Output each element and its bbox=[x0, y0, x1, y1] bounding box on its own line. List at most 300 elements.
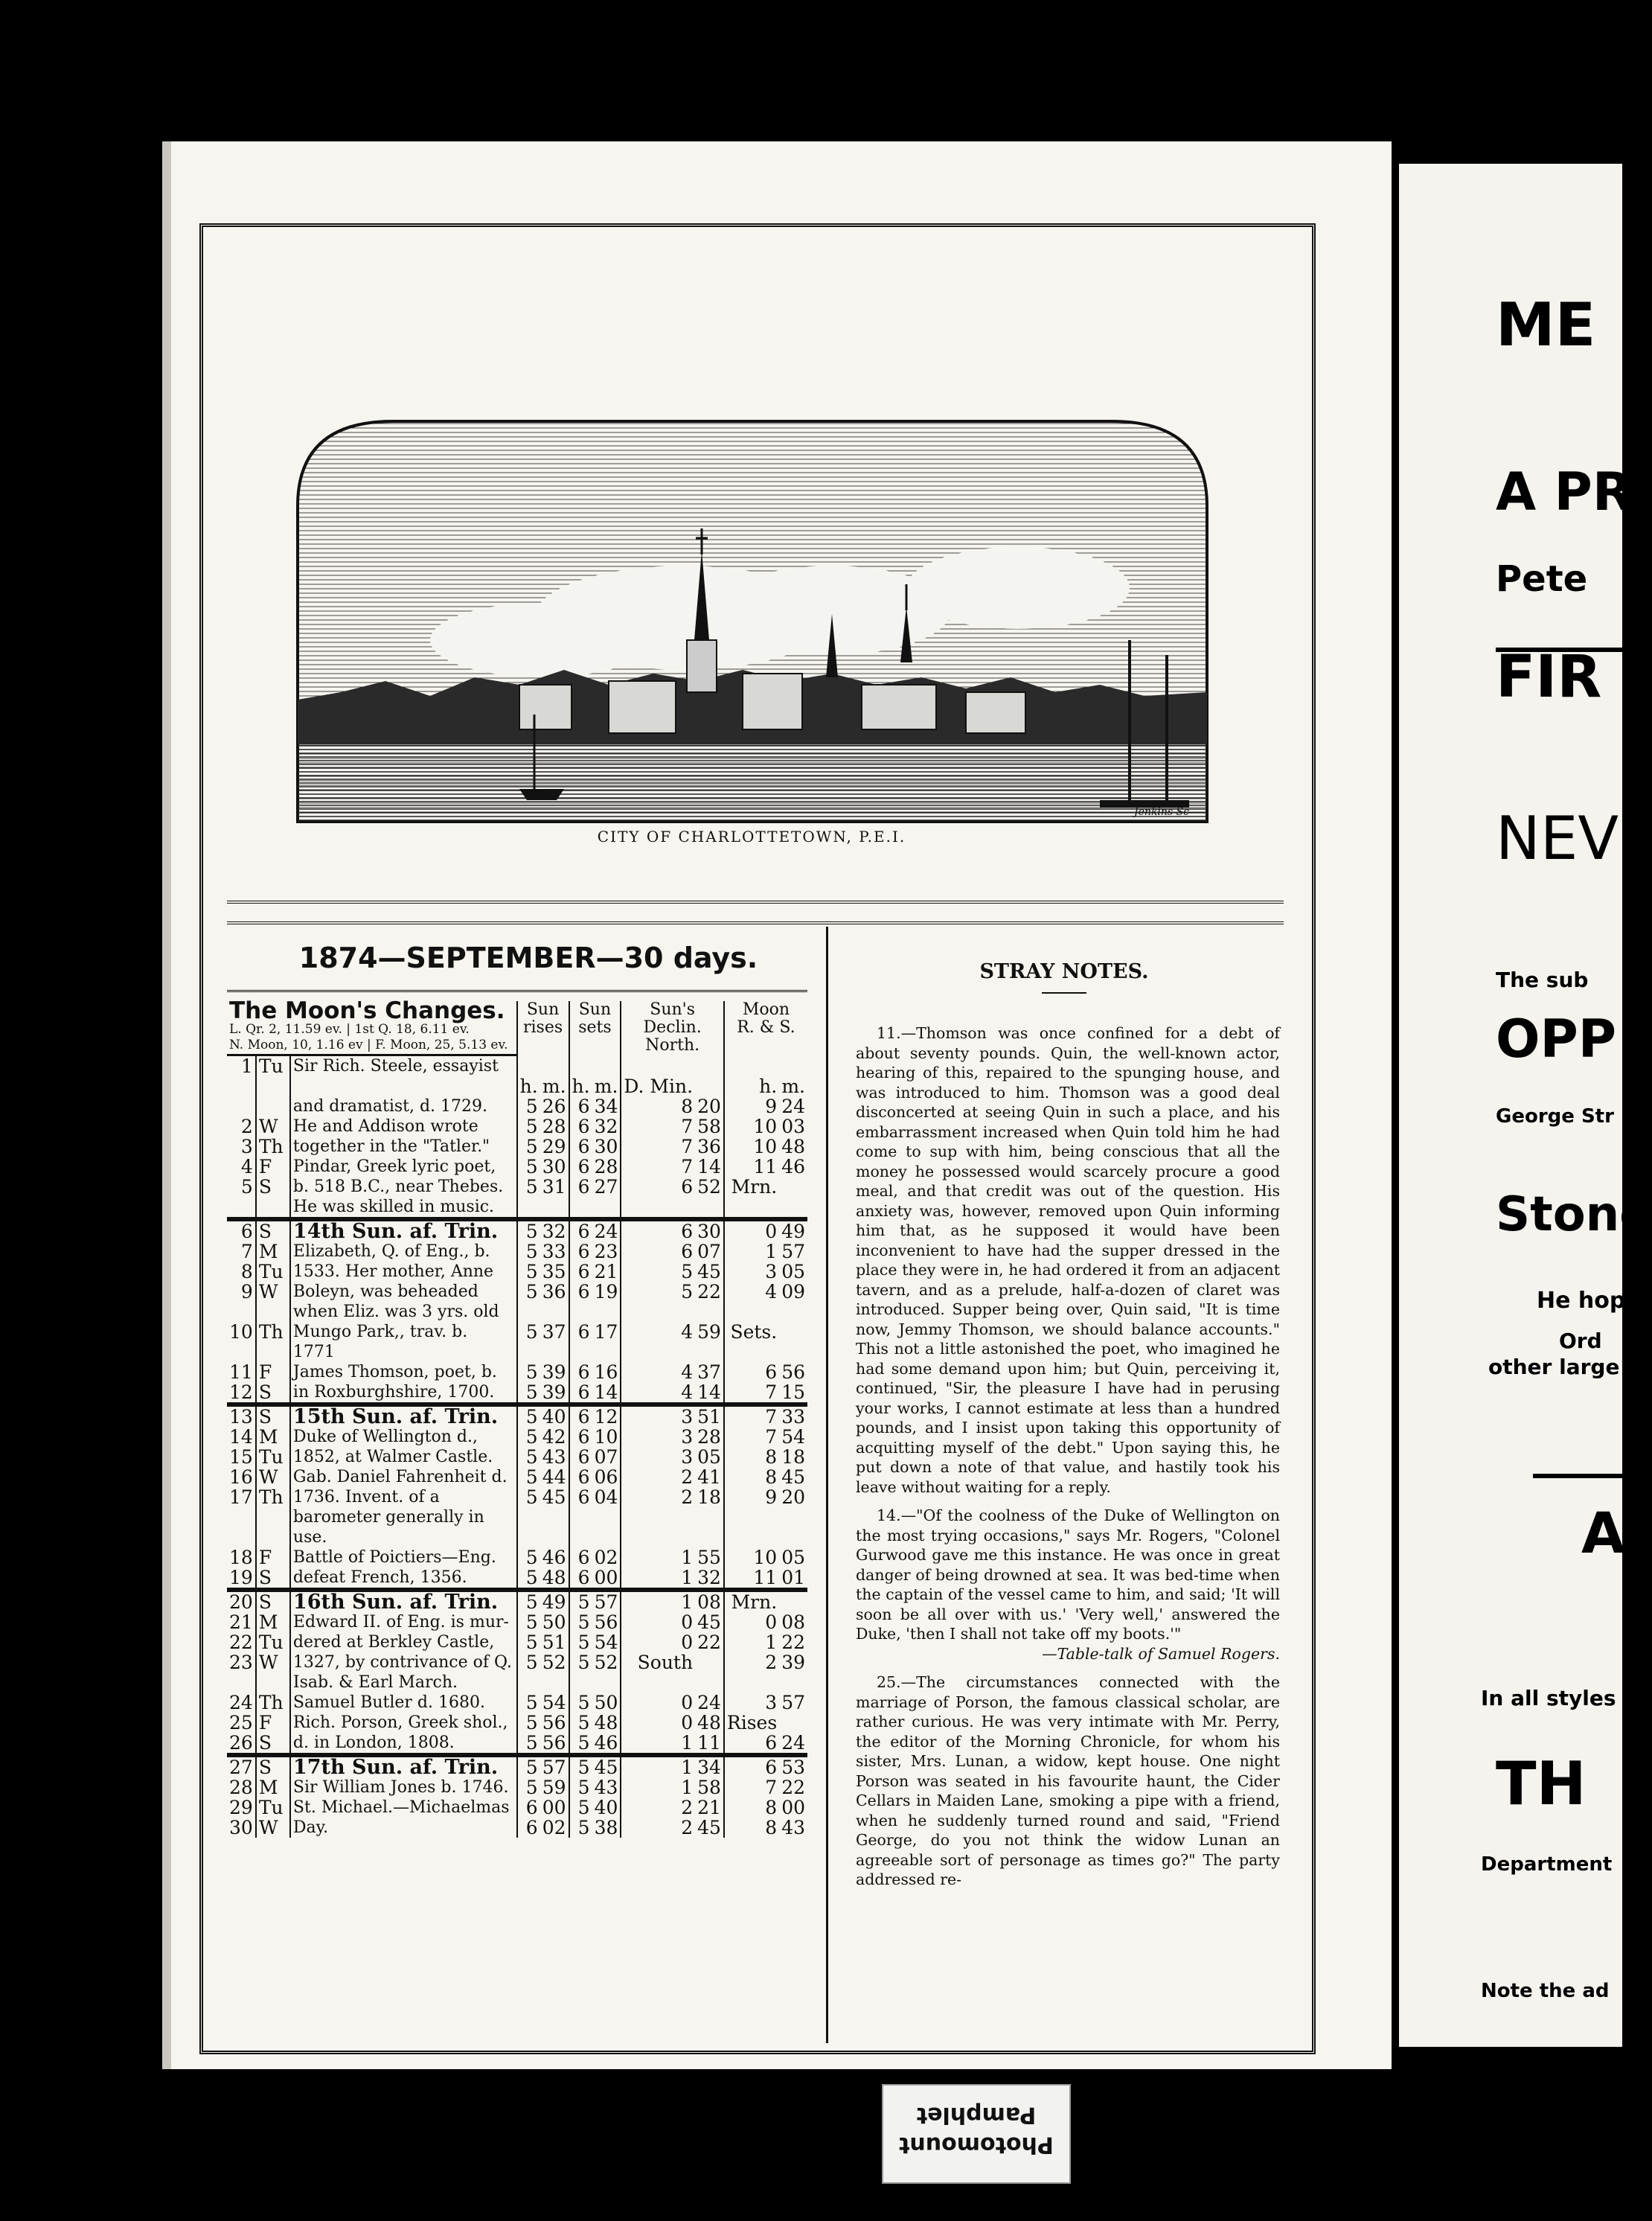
event-note: Edward II. of Eng. is mur- bbox=[290, 1612, 517, 1632]
sunrise-hour: 5 bbox=[517, 1733, 540, 1755]
sunset-minute: 50 bbox=[594, 1691, 618, 1713]
sunrise-hour: 5 bbox=[517, 1693, 540, 1713]
sunset-hour: 5 bbox=[569, 1797, 592, 1818]
declination-degrees: 2 bbox=[621, 1487, 695, 1547]
weekday: F bbox=[256, 1157, 290, 1177]
moon-hour: 10 bbox=[724, 1116, 779, 1137]
day-number bbox=[227, 1076, 256, 1096]
sunrise-minute: 52 bbox=[542, 1651, 566, 1673]
event-note: Boleyn, was beheaded when Eliz. was 3 yrs. old bbox=[290, 1282, 517, 1322]
sunrise-hour: 5 bbox=[517, 1382, 540, 1404]
sunrise-minute: 49 bbox=[540, 1590, 569, 1612]
col-header-sunrise: Sun rises bbox=[517, 1001, 569, 1055]
short-rule bbox=[1042, 992, 1086, 994]
day-row bbox=[227, 1487, 807, 1547]
declination-minutes: 20 bbox=[697, 1095, 721, 1117]
day-number: 30 bbox=[229, 1816, 253, 1838]
sunrise-hour: 5 bbox=[517, 1096, 540, 1116]
sunset-minute: 32 bbox=[594, 1115, 618, 1137]
declination-degrees: 1 bbox=[621, 1777, 695, 1797]
moon-hour: Mrn. bbox=[724, 1177, 779, 1219]
col-header-moon: Moon R. & S. bbox=[724, 1001, 807, 1055]
sunrise-minute: 33 bbox=[542, 1240, 566, 1262]
moon-minute: 01 bbox=[781, 1566, 805, 1588]
sunset-hour: 6 bbox=[569, 1487, 592, 1547]
day-number: 3 bbox=[240, 1135, 253, 1157]
moon-hour: 7 bbox=[724, 1427, 779, 1447]
facing-rule bbox=[1496, 648, 1622, 652]
day-row bbox=[227, 1137, 807, 1157]
moon-hour bbox=[724, 1055, 779, 1076]
moon-minute: 48 bbox=[781, 1135, 805, 1157]
moon-hour: 10 bbox=[724, 1137, 779, 1157]
moon-minute: 24 bbox=[781, 1731, 805, 1754]
declination-degrees: 6 bbox=[621, 1219, 695, 1241]
day-number: 26 bbox=[229, 1731, 253, 1754]
cloud bbox=[430, 603, 653, 677]
sunset-hour: 6 bbox=[569, 1362, 592, 1382]
day-row bbox=[227, 1777, 807, 1797]
event-note: 1533. Her mother, Anne bbox=[290, 1262, 517, 1282]
day-number: 25 bbox=[229, 1711, 253, 1733]
sunset-hour: 6 bbox=[569, 1116, 592, 1137]
sunrise-minute: 02 bbox=[542, 1816, 566, 1838]
sunrise-minute: 42 bbox=[542, 1425, 566, 1448]
sunset-hour: 6 bbox=[569, 1427, 592, 1447]
weekday: F bbox=[256, 1362, 290, 1382]
declination-minutes: 51 bbox=[695, 1404, 724, 1427]
sunrise-minute: 28 bbox=[542, 1115, 566, 1137]
weekday: Th bbox=[256, 1487, 290, 1547]
event-note: Rich. Porson, Greek shol., bbox=[290, 1713, 517, 1733]
weekday bbox=[256, 1096, 290, 1116]
day-number: 21 bbox=[229, 1611, 253, 1633]
sunset-minute: 56 bbox=[594, 1611, 618, 1633]
facing-line: Note the ad bbox=[1481, 1980, 1610, 2002]
facing-line: George Str bbox=[1496, 1105, 1614, 1128]
sunrise-minute: 44 bbox=[542, 1466, 566, 1488]
church-tower bbox=[687, 640, 717, 692]
declination-minutes: 55 bbox=[697, 1546, 721, 1568]
moon-hour: 4 bbox=[724, 1282, 779, 1322]
day-number: 19 bbox=[229, 1566, 253, 1588]
section-rule bbox=[227, 901, 1284, 904]
facing-line: FIR bbox=[1496, 644, 1602, 711]
moon-minute: 33 bbox=[779, 1404, 807, 1427]
sunset-hour: 6 bbox=[569, 1241, 592, 1262]
day-number: 1 bbox=[240, 1055, 253, 1077]
charlottetown-engraving bbox=[296, 417, 1208, 823]
weekday: M bbox=[256, 1777, 290, 1797]
day-number: 10 bbox=[229, 1320, 253, 1343]
harbour-water bbox=[298, 744, 1207, 822]
moon-minute bbox=[779, 1055, 807, 1076]
day-row bbox=[227, 1467, 807, 1487]
sunrise-hour bbox=[517, 1055, 540, 1076]
event-note: 1852, at Walmer Castle. bbox=[290, 1447, 517, 1467]
moon-minute: 00 bbox=[781, 1796, 805, 1818]
moon-hour: 9 bbox=[724, 1096, 779, 1116]
declination-degrees: 2 bbox=[621, 1818, 695, 1838]
moon-hour: 7 bbox=[724, 1777, 779, 1797]
moon-hour: 6 bbox=[724, 1733, 779, 1755]
sunset-hour: 6 bbox=[569, 1177, 592, 1219]
month-title: 1874—SEPTEMBER—30 days. bbox=[298, 942, 758, 974]
weekday: M bbox=[256, 1612, 290, 1632]
declination-minutes: 11 bbox=[697, 1731, 721, 1754]
sunset-hour: 5 bbox=[569, 1818, 592, 1838]
declination-degrees: 0 bbox=[621, 1612, 695, 1632]
declination-minutes: 21 bbox=[697, 1796, 721, 1818]
event-note: Sir Rich. Steele, essayist bbox=[290, 1055, 517, 1076]
weekday: S bbox=[256, 1382, 290, 1404]
day-row bbox=[227, 1713, 807, 1733]
weekday: S bbox=[256, 1733, 290, 1755]
moon-hour: Rises bbox=[724, 1713, 779, 1733]
sunrise-minute: 56 bbox=[542, 1711, 566, 1733]
declination-degrees: 4 bbox=[621, 1322, 695, 1362]
declination-minutes: 08 bbox=[695, 1590, 724, 1612]
sunday-row bbox=[227, 1755, 807, 1777]
archive-tab bbox=[882, 2084, 1071, 2184]
moon-phases-line: L. Qr. 2, 11.59 ev. | 1st Q. 18, 6.11 ev. bbox=[229, 1022, 470, 1038]
day-number: 18 bbox=[229, 1546, 253, 1568]
sunrise-hour: 5 bbox=[517, 1404, 540, 1427]
sunrise-hour: 5 bbox=[517, 1467, 540, 1487]
declination-degrees: 8 bbox=[621, 1096, 695, 1116]
sunrise-hour: 5 bbox=[517, 1777, 540, 1797]
declination-minutes: 30 bbox=[695, 1219, 724, 1241]
day-row bbox=[227, 1447, 807, 1467]
note-paragraph: 25.—The circumstances connected with the marriage of Porson, the famous classical scholar, are rather curious. He was very intimate with Mr. Perry, the editor of the Morning Chronicle, for whom his sister, Mrs. Lunan, a widow, kept house. One night Porson was seated in his favourite haunt, the Cider Cellars in Maiden Lane, smoking a pipe with a friend, when he suddenly turned round and said, "Friend George, do you not think the widow Lunan an agreeable sort of personage as times go?" The party addressed re- bbox=[856, 1673, 1280, 1888]
sunrise-minute: 30 bbox=[542, 1155, 566, 1177]
day-number: 15 bbox=[229, 1445, 253, 1468]
sunset-minute bbox=[592, 1055, 621, 1076]
sunset-hour: 6 bbox=[569, 1137, 592, 1157]
declination-minutes: 32 bbox=[697, 1566, 721, 1588]
moon-minute: 05 bbox=[781, 1260, 805, 1282]
sunset-minute: 34 bbox=[594, 1095, 618, 1117]
declination-degrees: 4 bbox=[621, 1362, 695, 1382]
weekday: Th bbox=[256, 1137, 290, 1157]
sunrise-minute: 39 bbox=[542, 1381, 566, 1403]
moon-minute bbox=[779, 1713, 807, 1733]
declination-degrees: 1 bbox=[621, 1590, 695, 1612]
sunset-minute: 40 bbox=[594, 1796, 618, 1818]
stray-notes bbox=[856, 1023, 1280, 1899]
declination-minutes: 45 bbox=[697, 1816, 721, 1838]
moon-hour: 9 bbox=[724, 1487, 779, 1547]
sunrise-minute: 26 bbox=[542, 1095, 566, 1117]
declination-minutes bbox=[695, 1055, 724, 1076]
declination-minutes: 07 bbox=[697, 1240, 721, 1262]
day-row bbox=[227, 1382, 807, 1404]
weekday: Tu bbox=[256, 1797, 290, 1818]
weekday: S bbox=[256, 1568, 290, 1590]
sunrise-hour: 5 bbox=[517, 1487, 540, 1547]
day-number: 17 bbox=[229, 1486, 253, 1508]
day-row bbox=[227, 1612, 807, 1632]
column-divider bbox=[826, 927, 828, 2043]
sunset-minute: 12 bbox=[592, 1404, 621, 1427]
sunrise-hour: 5 bbox=[517, 1447, 540, 1467]
sunrise-minute: 50 bbox=[542, 1611, 566, 1633]
day-number: 14 bbox=[229, 1425, 253, 1448]
event-note: 1327, by contrivance of Q. Isab. & Earl March. bbox=[290, 1652, 517, 1693]
weekday: S bbox=[256, 1590, 290, 1612]
declination-degrees: 7 bbox=[621, 1116, 695, 1137]
declination-minutes: 05 bbox=[697, 1445, 721, 1468]
moon-minute: 22 bbox=[781, 1631, 805, 1653]
event-note: d. in London, 1808. bbox=[290, 1733, 517, 1755]
moon-hour: 8 bbox=[724, 1467, 779, 1487]
facing-line: OPP bbox=[1496, 1009, 1617, 1070]
sunset-minute: 54 bbox=[594, 1631, 618, 1653]
day-number: 11 bbox=[229, 1361, 253, 1383]
sunrise-hour: 5 bbox=[517, 1755, 540, 1777]
moon-minute: 05 bbox=[781, 1546, 805, 1568]
weekday: Tu bbox=[256, 1262, 290, 1282]
event-note: Mungo Park,, trav. b. 1771 bbox=[290, 1322, 517, 1362]
day-row bbox=[227, 1733, 807, 1755]
day-number: 27 bbox=[227, 1755, 256, 1777]
facing-line: A bbox=[1581, 1500, 1625, 1566]
sunset-minute: 17 bbox=[594, 1320, 618, 1343]
moon-hour: h. bbox=[724, 1076, 779, 1096]
sunrise-hour: 5 bbox=[517, 1362, 540, 1382]
moon-minute: 53 bbox=[779, 1755, 807, 1777]
sunset-minute: 30 bbox=[594, 1135, 618, 1157]
sunrise-minute: 40 bbox=[540, 1404, 569, 1427]
sunset-minute: 28 bbox=[594, 1155, 618, 1177]
declination-degrees: 7 bbox=[621, 1137, 695, 1157]
sunrise-minute bbox=[540, 1055, 569, 1076]
sunrise-minute: 37 bbox=[542, 1320, 566, 1343]
event-note: James Thomson, poet, b. bbox=[290, 1362, 517, 1382]
declination-degrees: 5 bbox=[621, 1282, 695, 1322]
moon-minute: 39 bbox=[781, 1651, 805, 1673]
note-source: —Table-talk of Samuel Rogers. bbox=[1042, 1644, 1280, 1663]
weekday: W bbox=[256, 1116, 290, 1137]
section-rule bbox=[227, 921, 1284, 924]
moon-minute: 08 bbox=[781, 1611, 805, 1633]
sunset-minute: 21 bbox=[594, 1260, 618, 1282]
facing-line: Pete bbox=[1496, 558, 1588, 600]
sunday-row bbox=[227, 1404, 807, 1427]
moon-phases-line: N. Moon, 10, 1.16 ev | F. Moon, 25, 5.13 ev. bbox=[227, 1038, 517, 1055]
sunrise-hour: 5 bbox=[517, 1547, 540, 1568]
day-row bbox=[227, 1177, 807, 1219]
sunset-hour: 6 bbox=[569, 1404, 592, 1427]
sunset-minute: 43 bbox=[594, 1776, 618, 1798]
day-number: 16 bbox=[229, 1466, 253, 1488]
event-note: together in the "Tatler." bbox=[290, 1137, 517, 1157]
sunset-hour: 6 bbox=[569, 1219, 592, 1241]
moon-minute: 22 bbox=[781, 1776, 805, 1798]
weekday bbox=[256, 1076, 290, 1096]
event-note bbox=[290, 1076, 517, 1096]
sunrise-minute: 29 bbox=[542, 1135, 566, 1157]
day-row bbox=[227, 1427, 807, 1447]
moon-minute: 57 bbox=[781, 1691, 805, 1713]
declination-degrees: 6 bbox=[621, 1177, 695, 1219]
sunset-minute: 24 bbox=[592, 1219, 621, 1241]
day-number: 12 bbox=[229, 1381, 253, 1403]
declination-degrees: 2 bbox=[621, 1797, 695, 1818]
weekday: F bbox=[256, 1547, 290, 1568]
declination-minutes: 58 bbox=[697, 1776, 721, 1798]
sunset-hour: 5 bbox=[569, 1755, 592, 1777]
facing-rule bbox=[1533, 1474, 1622, 1478]
engraver-signature: Jenkins Sc bbox=[1134, 806, 1189, 818]
sunset-hour: 6 bbox=[569, 1467, 592, 1487]
day-number: 20 bbox=[227, 1590, 256, 1612]
declination-degrees: 3 bbox=[621, 1447, 695, 1467]
sunrise-hour: 6 bbox=[517, 1797, 540, 1818]
moon-minute: 54 bbox=[781, 1425, 805, 1448]
moon-hour: 1 bbox=[724, 1241, 779, 1262]
sunrise-minute: 45 bbox=[542, 1486, 566, 1508]
day-row bbox=[227, 1096, 807, 1116]
sunset-minute: 07 bbox=[594, 1445, 618, 1468]
sunset-minute: 02 bbox=[594, 1546, 618, 1568]
sunrise-minute: 59 bbox=[542, 1776, 566, 1798]
sunrise-hour: 5 bbox=[517, 1322, 540, 1362]
day-number: 22 bbox=[229, 1631, 253, 1653]
sunset-hour: 6 bbox=[569, 1568, 592, 1590]
day-number: 7 bbox=[240, 1240, 253, 1262]
weekday: M bbox=[256, 1241, 290, 1262]
sunrise-hour: 5 bbox=[517, 1652, 540, 1693]
sunrise-hour: 5 bbox=[517, 1568, 540, 1590]
sunset-hour: 6 bbox=[569, 1282, 592, 1322]
declination-minutes: 18 bbox=[697, 1486, 721, 1508]
declination-degrees: D. Min. bbox=[621, 1076, 695, 1096]
moon-hour: Mrn. bbox=[724, 1590, 779, 1612]
day-row bbox=[227, 1157, 807, 1177]
facing-line: Department bbox=[1481, 1853, 1613, 1876]
col-header-sunset: Sun sets bbox=[569, 1001, 621, 1055]
declination-degrees: 1 bbox=[621, 1568, 695, 1590]
moon-minute bbox=[779, 1590, 807, 1612]
declination-degrees: South bbox=[621, 1652, 695, 1693]
weekday: W bbox=[256, 1282, 290, 1322]
moon-hour: 10 bbox=[724, 1547, 779, 1568]
declination-degrees: 1 bbox=[621, 1755, 695, 1777]
sunrise-minute: 56 bbox=[542, 1731, 566, 1754]
moon-hour: 2 bbox=[724, 1652, 779, 1693]
declination-minutes: 14 bbox=[697, 1381, 721, 1403]
event-note: St. Michael.—Michaelmas bbox=[290, 1797, 517, 1818]
declination-minutes: 28 bbox=[697, 1425, 721, 1448]
declination-minutes: 24 bbox=[697, 1691, 721, 1713]
sunset-minute: 06 bbox=[594, 1466, 618, 1488]
weekday: Tu bbox=[256, 1447, 290, 1467]
declination-degrees: 3 bbox=[621, 1427, 695, 1447]
weekday: M bbox=[256, 1427, 290, 1447]
declination-minutes: 37 bbox=[697, 1361, 721, 1383]
col-header-declination: Sun's Declin. North. bbox=[621, 1001, 724, 1055]
facing-line: He hop bbox=[1537, 1288, 1626, 1314]
event-note: Samuel Butler d. 1680. bbox=[290, 1693, 517, 1713]
day-row bbox=[227, 1693, 807, 1713]
weekday: F bbox=[256, 1713, 290, 1733]
weekday: Th bbox=[256, 1693, 290, 1713]
sunrise-hour: 5 bbox=[517, 1241, 540, 1262]
weekday: Tu bbox=[256, 1055, 290, 1076]
day-row bbox=[227, 1568, 807, 1590]
facing-line: other large bbox=[1488, 1355, 1620, 1379]
sunset-minute: 45 bbox=[592, 1755, 621, 1777]
day-number: 4 bbox=[240, 1155, 253, 1177]
day-row bbox=[227, 1818, 807, 1838]
sunrise-hour: 5 bbox=[517, 1632, 540, 1652]
declination-minutes: 48 bbox=[697, 1711, 721, 1733]
event-note: Gab. Daniel Fahrenheit d. bbox=[290, 1467, 517, 1487]
facing-line: Ord bbox=[1559, 1329, 1602, 1353]
moon-minute bbox=[779, 1177, 807, 1219]
sunrise-minute: 36 bbox=[542, 1280, 566, 1303]
sunset-hour: 6 bbox=[569, 1262, 592, 1282]
event-note: Elizabeth, Q. of Eng., b. bbox=[290, 1241, 517, 1262]
sunrise-hour: 5 bbox=[517, 1427, 540, 1447]
declination-degrees: 3 bbox=[621, 1404, 695, 1427]
moon-hour: 11 bbox=[724, 1157, 779, 1177]
moon-hour: 3 bbox=[724, 1262, 779, 1282]
sunrise-minute: 32 bbox=[540, 1219, 569, 1241]
sunset-minute: 48 bbox=[594, 1711, 618, 1733]
day-row bbox=[227, 1632, 807, 1652]
event-note: b. 518 B.C., near Thebes. He was skilled in music. bbox=[290, 1177, 517, 1219]
event-note: He and Addison wrote bbox=[290, 1116, 517, 1137]
sunrise-minute: 35 bbox=[542, 1260, 566, 1282]
sunset-minute: 10 bbox=[594, 1425, 618, 1448]
declination-minutes: 22 bbox=[697, 1631, 721, 1653]
sunset-hour: 6 bbox=[569, 1547, 592, 1568]
sunday-row bbox=[227, 1590, 807, 1612]
declination-degrees: 2 bbox=[621, 1467, 695, 1487]
sunrise-minute: 43 bbox=[542, 1445, 566, 1468]
sunset-hour: h. bbox=[569, 1076, 592, 1096]
note-paragraph: 14.—"Of the coolness of the Duke of Wellington on the most trying occasions," says Mr. Rogers, "Colonel Gurwood gave me this instance. He was once in great danger of being drowned at sea. It was bed-time when the captain of the vessel came to him, and said; 'It will soon be all over with us.' 'Very well,' answered the Duke, 'then I shall not take off my boots.'" bbox=[856, 1506, 1280, 1643]
event-note: defeat French, 1356. bbox=[290, 1568, 517, 1590]
declination-degrees: 5 bbox=[621, 1262, 695, 1282]
declination-minutes: 52 bbox=[697, 1175, 721, 1198]
moon-minute: 03 bbox=[781, 1115, 805, 1137]
sunset-minute: 27 bbox=[594, 1175, 618, 1198]
sunset-minute: 00 bbox=[594, 1566, 618, 1588]
sunrise-minute: 57 bbox=[540, 1755, 569, 1777]
moon-hour: 8 bbox=[724, 1818, 779, 1838]
declination-minutes: 34 bbox=[695, 1755, 724, 1777]
sunrise-hour: 5 bbox=[517, 1116, 540, 1137]
declination-degrees: 1 bbox=[621, 1733, 695, 1755]
moon-minute: 18 bbox=[781, 1445, 805, 1468]
sunday-row bbox=[227, 1219, 807, 1241]
declination-minutes: 59 bbox=[697, 1320, 721, 1343]
declination-minutes: 14 bbox=[697, 1155, 721, 1177]
moon-hour: 0 bbox=[724, 1219, 779, 1241]
sunset-hour: 5 bbox=[569, 1713, 592, 1733]
sunset-hour: 5 bbox=[569, 1777, 592, 1797]
sunset-hour: 5 bbox=[569, 1693, 592, 1713]
declination-minutes: 41 bbox=[697, 1466, 721, 1488]
day-number bbox=[227, 1096, 256, 1116]
facing-line: TH bbox=[1496, 1749, 1587, 1818]
weekday: S bbox=[256, 1219, 290, 1241]
sunrise-hour: 5 bbox=[517, 1590, 540, 1612]
day-row bbox=[227, 1322, 807, 1362]
